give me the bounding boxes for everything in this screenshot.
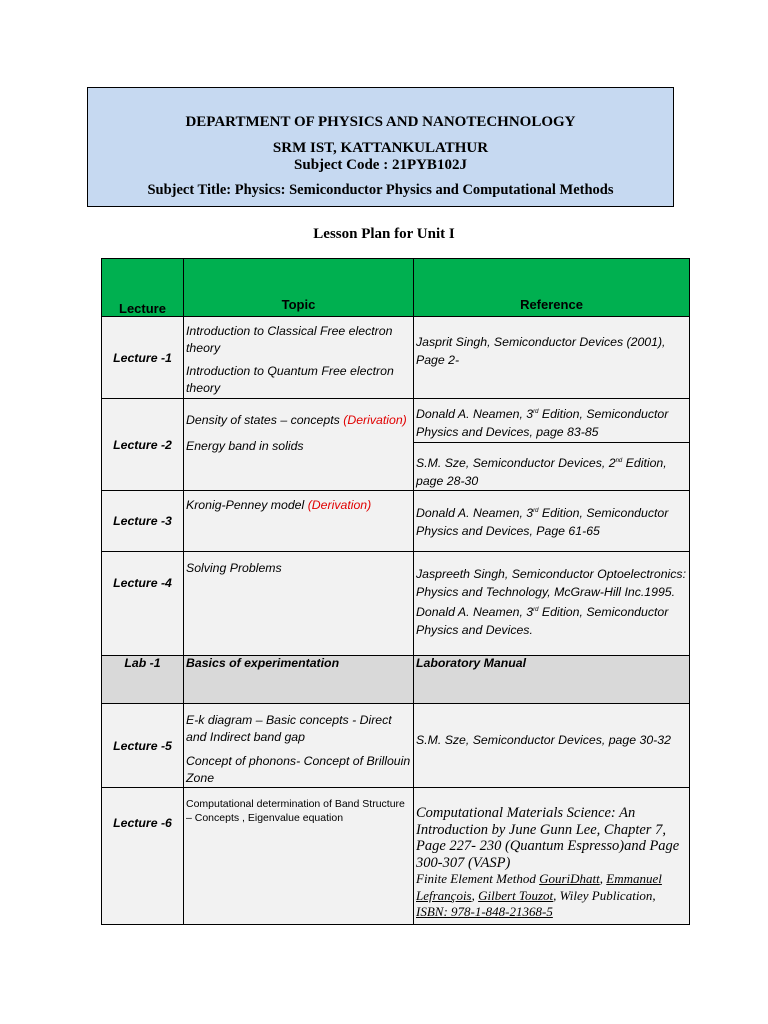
topic-text: Computational determination of Band Structure – Concepts , Eigenvalue equation: [186, 798, 405, 825]
topic-text: Introduction to Classical Free electron theory: [186, 324, 393, 355]
reference-text: Finite Element Method GouriDhatt, Emmanuel Lefrançois, Gilbert Touzot, Wiley Publication, ISBN: 978-1-848-21368-5: [416, 871, 662, 920]
reference-cell: [414, 552, 690, 656]
topic-cell: [184, 704, 414, 788]
reference-text: Computational Materials Science: An Introduction by June Gunn Lee, Chapter 7, Page 227- 230 (Quantum Espresso)and Page 300-307 (VASP): [416, 805, 680, 871]
derivation-note: (Derivation): [307, 498, 372, 513]
reference-text: S.M. Sze, Semiconductor Devices, page 30-32: [416, 733, 671, 748]
table-header-row: [102, 259, 690, 317]
lesson-plan-title: Lesson Plan for Unit I: [313, 226, 455, 242]
reference-cell: [414, 317, 690, 399]
table-row: [102, 491, 690, 552]
department-name: DEPARTMENT OF PHYSICS AND NANOTECHNOLOGY: [185, 114, 576, 130]
reference-cell: [414, 443, 690, 491]
lab-label: Lab -1: [102, 656, 184, 704]
reference-text: Donald A. Neamen, 3rd Edition, Semiconductor Physics and Devices.: [416, 605, 669, 638]
table-row: [102, 552, 690, 656]
derivation-note: (Derivation): [343, 413, 407, 427]
topic-cell: Basics of experimentation: [184, 656, 414, 704]
topic-cell: [184, 491, 414, 552]
column-header-lecture: Lecture: [102, 259, 184, 317]
table-row: [102, 656, 690, 704]
author-link[interactable]: GouriDhatt: [539, 871, 600, 887]
reference-text: Jasprit Singh, Semiconductor Devices (2001), Page 2-: [416, 334, 666, 367]
lecture-label: Lecture -3: [102, 491, 184, 552]
topic-text: E-k diagram – Basic concepts - Direct and Indirect band gap: [186, 713, 392, 745]
topic-cell: [184, 399, 414, 491]
reference-text: Donald A. Neamen, 3rd Edition, Semiconductor Physics and Devices, Page 61-65: [416, 506, 669, 539]
topic-text: Solving Problems: [186, 561, 282, 576]
lecture-label: Lecture -5: [102, 704, 184, 788]
topic-cell: [184, 788, 414, 925]
lesson-plan-table: [101, 258, 690, 925]
reference-text: S.M. Sze, Semiconductor Devices, 2nd Edition, page 28-30: [416, 456, 667, 489]
subject-code: Subject Code : 21PYB102J: [294, 157, 467, 173]
reference-cell: [414, 399, 690, 443]
lecture-label: Lecture -2: [102, 399, 184, 491]
reference-text: Jaspreeth Singh, Semiconductor Optoelectronics: Physics and Technology, McGraw-Hill Inc.1995.: [416, 567, 686, 600]
column-header-reference: Reference: [414, 259, 690, 317]
lecture-label: Lecture -6: [102, 788, 184, 925]
author-link[interactable]: Emmanuel Lefrançois: [416, 871, 662, 903]
topic-text: Introduction to Quantum Free electron theory: [186, 364, 394, 395]
topic-text: Density of states – concepts (Derivation): [186, 413, 407, 427]
table-row: [102, 317, 690, 399]
lecture-label: Lecture -4: [102, 552, 184, 656]
subject-title: Subject Title: Physics: Semiconductor Physics and Computational Methods: [147, 182, 614, 198]
topic-cell: [184, 552, 414, 656]
topic-text: Energy band in solids: [186, 439, 304, 453]
column-header-topic: Topic: [184, 259, 414, 317]
lecture-label: Lecture -1: [102, 317, 184, 399]
header-box: [87, 87, 674, 207]
topic-text: Concept of phonons- Concept of Brillouin Zone: [186, 754, 411, 786]
isbn-link[interactable]: ISBN: 978-1-848-21368-5: [416, 904, 553, 920]
author-link[interactable]: Gilbert Touzot: [478, 887, 554, 903]
table-row: [102, 788, 690, 925]
table-row: [102, 399, 690, 443]
reference-cell: Laboratory Manual: [414, 656, 690, 704]
institute-name: SRM IST, KATTANKULATHUR: [272, 140, 489, 156]
reference-cell: [414, 704, 690, 788]
reference-cell: [414, 788, 690, 925]
topic-cell: [184, 317, 414, 399]
table-row: [102, 704, 690, 788]
reference-text: Donald A. Neamen, 3rd Edition, Semiconductor Physics and Devices, page 83-85: [416, 407, 669, 440]
topic-text: Kronig-Penney model (Derivation): [186, 498, 372, 513]
reference-cell: [414, 491, 690, 552]
